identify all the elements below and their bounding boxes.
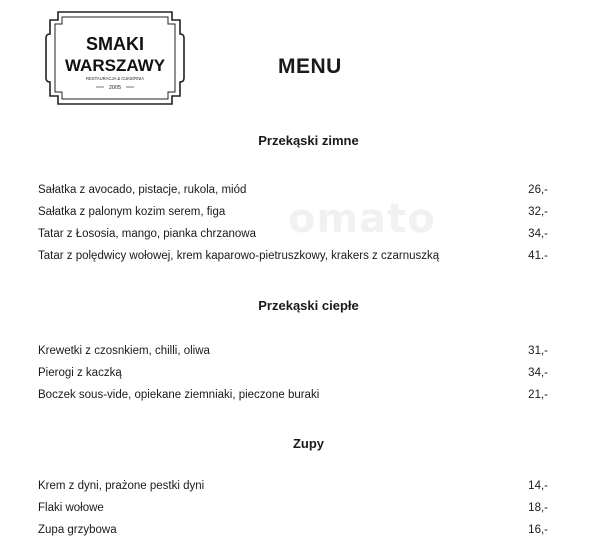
- section-title-soups: Zupy: [292, 436, 325, 451]
- menu-item: [38, 385, 548, 405]
- menu-item-price: 14,-: [528, 480, 548, 492]
- logo-line1: SMAKI: [86, 34, 144, 54]
- menu-item: [38, 341, 548, 361]
- page-title: MENU: [278, 55, 342, 78]
- menu-item: [38, 498, 548, 518]
- menu-item-name: Flaki wołowe: [38, 502, 104, 514]
- menu-item: [38, 476, 548, 496]
- menu-item-name: Zupa grzybowa: [38, 524, 117, 536]
- logo-year: 2005: [108, 85, 122, 91]
- menu-item-name: Sałatka z avocado, pistacje, rukola, miód: [38, 184, 247, 196]
- menu-item: [38, 363, 548, 383]
- menu-item-name: Sałatka z palonym kozim serem, figa: [38, 206, 226, 218]
- menu-item-price: 34,-: [528, 367, 548, 379]
- logo-line2: WARSZAWY: [64, 56, 166, 75]
- watermark: omato: [288, 196, 436, 242]
- menu-item: [38, 520, 548, 540]
- menu-item: [38, 202, 548, 222]
- menu-item: [38, 180, 548, 200]
- menu-item: [38, 246, 548, 266]
- menu-item-name: Tatar z Łososia, mango, pianka chrzanowa: [38, 228, 256, 240]
- menu-item: [38, 224, 548, 244]
- logo-subtitle: RESTAURACJA & CUKIERNIA: [85, 76, 145, 81]
- menu-item-price: 34,-: [528, 228, 548, 240]
- restaurant-logo: [44, 10, 186, 106]
- menu-item-name: Krewetki z czosnkiem, chilli, oliwa: [38, 345, 210, 357]
- menu-item-price: 18,-: [528, 502, 548, 514]
- menu-item-price: 21,-: [528, 389, 548, 401]
- section-title-cold-appetizers: Przekąski zimne: [258, 133, 359, 148]
- menu-item-name: Boczek sous-vide, opiekane ziemniaki, pieczone buraki: [38, 389, 320, 401]
- menu-item-price: 32,-: [528, 206, 548, 218]
- menu-item-name: Pierogi z kaczką: [38, 367, 122, 379]
- section-title-warm-appetizers: Przekąski ciepłe: [258, 298, 359, 313]
- menu-item-name: Tatar z polędwicy wołowej, krem kaparowo-pietruszkowy, krakers z czarnuszką: [38, 250, 440, 262]
- menu-item-name: Krem z dyni, prażone pestki dyni: [38, 480, 205, 492]
- menu-item-price: 31,-: [528, 345, 548, 357]
- menu-item-price: 26,-: [528, 184, 548, 196]
- menu-item-price: 16,-: [528, 524, 548, 536]
- menu-item-price: 41.-: [528, 250, 548, 262]
